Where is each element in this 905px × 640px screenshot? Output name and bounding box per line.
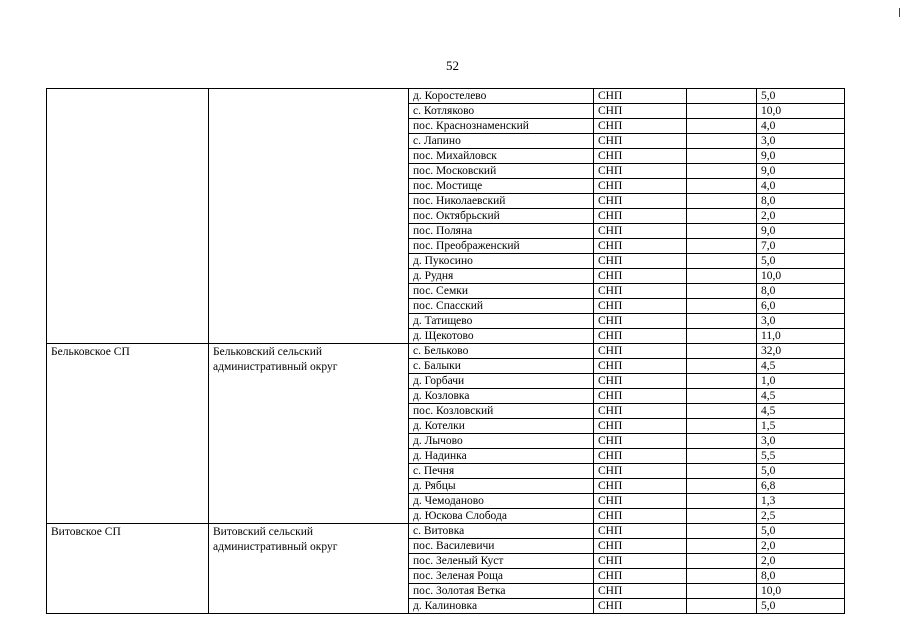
- empty-cell: [687, 554, 757, 569]
- empty-cell: [687, 284, 757, 299]
- settlement-name-cell: Бельковское СП: [47, 344, 209, 524]
- value-cell: 11,0: [757, 329, 845, 344]
- empty-cell: [687, 179, 757, 194]
- value-cell: 5,0: [757, 524, 845, 539]
- empty-cell: [687, 134, 757, 149]
- type-cell: СНП: [594, 464, 687, 479]
- locality-cell: с. Лапино: [409, 134, 594, 149]
- value-cell: 8,0: [757, 194, 845, 209]
- empty-cell: [687, 389, 757, 404]
- locality-cell: пос. Мостище: [409, 179, 594, 194]
- locality-cell: д. Надинка: [409, 449, 594, 464]
- value-cell: 8,0: [757, 569, 845, 584]
- locality-cell: д. Лычово: [409, 434, 594, 449]
- value-cell: 1,0: [757, 374, 845, 389]
- type-cell: СНП: [594, 434, 687, 449]
- empty-cell: [687, 209, 757, 224]
- table-row: [47, 524, 845, 539]
- type-cell: СНП: [594, 389, 687, 404]
- value-cell: 5,5: [757, 449, 845, 464]
- value-cell: 1,3: [757, 494, 845, 509]
- page-number: 52: [446, 58, 459, 73]
- settlement-name-cell: Витовское СП: [47, 524, 209, 614]
- type-cell: СНП: [594, 104, 687, 119]
- value-cell: 4,5: [757, 359, 845, 374]
- locality-cell: д. Юскова Слобода: [409, 509, 594, 524]
- locality-cell: д. Пукосино: [409, 254, 594, 269]
- value-cell: 5,0: [757, 464, 845, 479]
- empty-cell: [687, 104, 757, 119]
- type-cell: СНП: [594, 119, 687, 134]
- empty-cell: [687, 434, 757, 449]
- locality-cell: пос. Спасский: [409, 299, 594, 314]
- value-cell: 4,5: [757, 389, 845, 404]
- empty-cell: [687, 419, 757, 434]
- empty-cell: [687, 149, 757, 164]
- value-cell: 10,0: [757, 104, 845, 119]
- type-cell: СНП: [594, 524, 687, 539]
- locality-cell: с. Витовка: [409, 524, 594, 539]
- table-row: [47, 89, 845, 104]
- empty-cell: [687, 404, 757, 419]
- empty-cell: [687, 449, 757, 464]
- settlements-table: [46, 88, 845, 614]
- value-cell: 5,0: [757, 599, 845, 614]
- type-cell: СНП: [594, 554, 687, 569]
- type-cell: СНП: [594, 584, 687, 599]
- value-cell: 4,5: [757, 404, 845, 419]
- empty-cell: [687, 314, 757, 329]
- empty-cell: [687, 89, 757, 104]
- value-cell: 9,0: [757, 224, 845, 239]
- type-cell: СНП: [594, 89, 687, 104]
- empty-cell: [687, 524, 757, 539]
- type-cell: СНП: [594, 329, 687, 344]
- district-name-cell: Витовский сельский административный округ: [209, 524, 409, 614]
- value-cell: 3,0: [757, 134, 845, 149]
- type-cell: СНП: [594, 194, 687, 209]
- type-cell: СНП: [594, 599, 687, 614]
- type-cell: СНП: [594, 164, 687, 179]
- value-cell: 5,0: [757, 254, 845, 269]
- empty-cell: [687, 194, 757, 209]
- type-cell: СНП: [594, 224, 687, 239]
- locality-cell: д. Котелки: [409, 419, 594, 434]
- type-cell: СНП: [594, 269, 687, 284]
- locality-cell: с. Балыки: [409, 359, 594, 374]
- value-cell: 6,0: [757, 299, 845, 314]
- locality-cell: пос. Зеленая Роща: [409, 569, 594, 584]
- locality-cell: д. Калиновка: [409, 599, 594, 614]
- locality-cell: пос. Михайловск: [409, 149, 594, 164]
- locality-cell: д. Чемоданово: [409, 494, 594, 509]
- value-cell: 3,0: [757, 314, 845, 329]
- empty-cell: [687, 494, 757, 509]
- locality-cell: пос. Преображенский: [409, 239, 594, 254]
- type-cell: СНП: [594, 494, 687, 509]
- empty-cell: [687, 254, 757, 269]
- settlements-table-body: [47, 89, 845, 614]
- empty-cell: [687, 539, 757, 554]
- value-cell: 3,0: [757, 434, 845, 449]
- value-cell: 5,0: [757, 89, 845, 104]
- empty-cell: [687, 374, 757, 389]
- empty-cell: [687, 599, 757, 614]
- type-cell: СНП: [594, 179, 687, 194]
- type-cell: СНП: [594, 299, 687, 314]
- empty-cell: [687, 509, 757, 524]
- locality-cell: д. Козловка: [409, 389, 594, 404]
- locality-cell: пос. Октябрьский: [409, 209, 594, 224]
- locality-cell: пос. Поляна: [409, 224, 594, 239]
- value-cell: 2,0: [757, 554, 845, 569]
- locality-cell: пос. Семки: [409, 284, 594, 299]
- locality-cell: пос. Зеленый Куст: [409, 554, 594, 569]
- empty-cell: [687, 569, 757, 584]
- locality-cell: д. Рябцы: [409, 479, 594, 494]
- scan-edge-mark: [899, 8, 900, 17]
- type-cell: СНП: [594, 134, 687, 149]
- locality-cell: пос. Московский: [409, 164, 594, 179]
- empty-cell: [687, 359, 757, 374]
- locality-cell: пос. Николаевский: [409, 194, 594, 209]
- value-cell: 4,0: [757, 119, 845, 134]
- value-cell: 1,5: [757, 419, 845, 434]
- value-cell: 10,0: [757, 269, 845, 284]
- value-cell: 6,8: [757, 479, 845, 494]
- locality-cell: д. Щекотово: [409, 329, 594, 344]
- value-cell: 2,0: [757, 209, 845, 224]
- empty-cell: [687, 329, 757, 344]
- empty-cell: [687, 119, 757, 134]
- type-cell: СНП: [594, 479, 687, 494]
- value-cell: 2,5: [757, 509, 845, 524]
- value-cell: 8,0: [757, 284, 845, 299]
- type-cell: СНП: [594, 569, 687, 584]
- locality-cell: с. Котляково: [409, 104, 594, 119]
- type-cell: СНП: [594, 149, 687, 164]
- district-name-cell: Бельковский сельский административный округ: [209, 344, 409, 524]
- value-cell: 4,0: [757, 179, 845, 194]
- locality-cell: д. Коростелево: [409, 89, 594, 104]
- empty-cell: [687, 299, 757, 314]
- type-cell: СНП: [594, 209, 687, 224]
- type-cell: СНП: [594, 254, 687, 269]
- type-cell: СНП: [594, 314, 687, 329]
- type-cell: СНП: [594, 419, 687, 434]
- type-cell: СНП: [594, 359, 687, 374]
- locality-cell: пос. Краснознаменский: [409, 119, 594, 134]
- locality-cell: с. Бельково: [409, 344, 594, 359]
- empty-cell: [687, 239, 757, 254]
- type-cell: СНП: [594, 449, 687, 464]
- empty-cell: [687, 479, 757, 494]
- locality-cell: пос. Василевичи: [409, 539, 594, 554]
- value-cell: 10,0: [757, 584, 845, 599]
- table-row: [47, 344, 845, 359]
- empty-cell: [687, 344, 757, 359]
- type-cell: СНП: [594, 374, 687, 389]
- empty-cell: [687, 584, 757, 599]
- type-cell: СНП: [594, 404, 687, 419]
- empty-cell: [687, 164, 757, 179]
- locality-cell: с. Печня: [409, 464, 594, 479]
- type-cell: СНП: [594, 239, 687, 254]
- locality-cell: пос. Золотая Ветка: [409, 584, 594, 599]
- locality-cell: д. Рудня: [409, 269, 594, 284]
- empty-cell: [687, 224, 757, 239]
- empty-cell: [687, 269, 757, 284]
- locality-cell: пос. Козловский: [409, 404, 594, 419]
- district-name-cell: [209, 89, 409, 344]
- locality-cell: д. Татищево: [409, 314, 594, 329]
- type-cell: СНП: [594, 344, 687, 359]
- value-cell: 32,0: [757, 344, 845, 359]
- locality-cell: д. Горбачи: [409, 374, 594, 389]
- type-cell: СНП: [594, 509, 687, 524]
- type-cell: СНП: [594, 284, 687, 299]
- empty-cell: [687, 464, 757, 479]
- settlement-name-cell: [47, 89, 209, 344]
- value-cell: 2,0: [757, 539, 845, 554]
- value-cell: 7,0: [757, 239, 845, 254]
- value-cell: 9,0: [757, 164, 845, 179]
- type-cell: СНП: [594, 539, 687, 554]
- value-cell: 9,0: [757, 149, 845, 164]
